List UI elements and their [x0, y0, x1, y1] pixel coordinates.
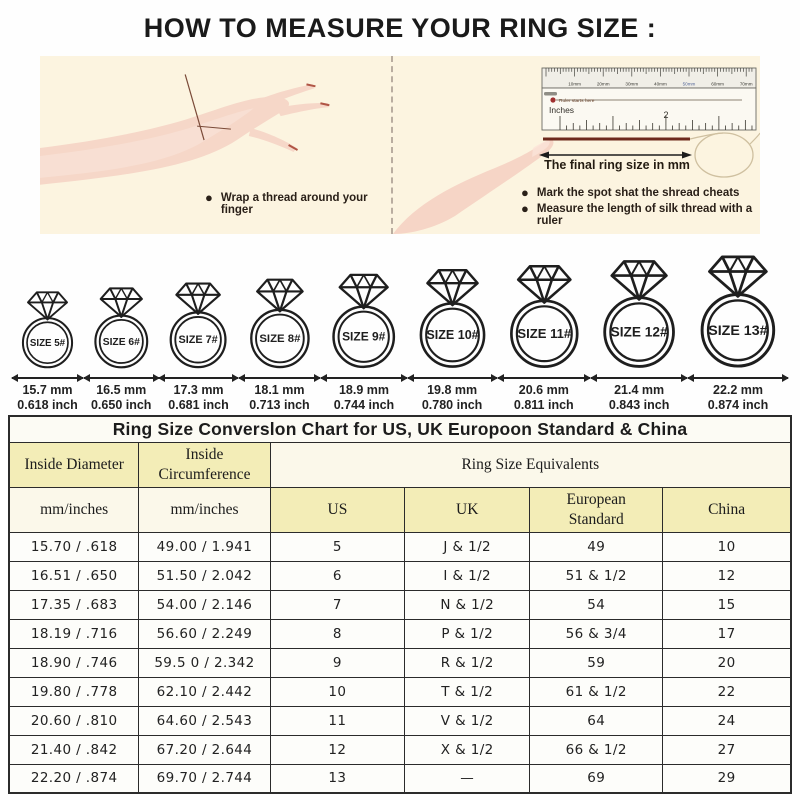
table-cell: 12 [270, 735, 405, 764]
ring-item [84, 285, 159, 412]
mm-label: 60mm [711, 81, 724, 87]
ring-item [498, 262, 591, 412]
table-cell: 18.19 / .716 [9, 619, 139, 648]
thread-loop [695, 133, 753, 177]
ring-diameter-mm: 16.5 mm [96, 383, 147, 397]
table-cell: 13 [270, 764, 405, 793]
table-row [9, 648, 791, 677]
diameter-arrow [159, 377, 237, 379]
ring-diameter-inch: 0.811 inch [513, 398, 574, 412]
table-row [9, 619, 791, 648]
ring-size-label: SIZE 8# [258, 333, 300, 346]
diamond-ring-icon [502, 262, 587, 370]
ring-size-label: SIZE 11# [516, 325, 571, 341]
bullet-icon: ● [205, 190, 213, 205]
ring-diameter-mm: 19.8 mm [427, 383, 478, 397]
page-title: HOW TO MEASURE YOUR RING SIZE : [143, 13, 657, 43]
table-cell: 17 [663, 619, 791, 648]
diameter-arrow [688, 377, 788, 379]
ring-size-label: SIZE 5# [29, 337, 66, 349]
table-cell: 20 [663, 648, 791, 677]
table-cell: 15 [663, 590, 791, 619]
mm-label: 50mm [682, 81, 696, 87]
table-cell: 18.90 / .746 [9, 648, 139, 677]
ring-item [159, 280, 237, 412]
col-header-equivalents: Ring Size Equivalents [270, 442, 791, 487]
table-cell: 10 [663, 532, 791, 561]
diamond-ring-icon [16, 289, 79, 370]
table-cell: 56 & 3/4 [530, 619, 663, 648]
table-cell: 62.10 / 2.442 [139, 677, 270, 706]
ring-diameter-inch: 0.744 inch [333, 398, 395, 412]
ring-item [408, 266, 497, 412]
table-cell: 67.20 / 2.644 [139, 735, 270, 764]
table-cell: 56.60 / 2.249 [139, 619, 270, 648]
table-cell: 8 [270, 619, 405, 648]
table-cell: 69.70 / 2.744 [139, 764, 270, 793]
diamond-ring-icon [325, 271, 402, 370]
instruction-text: Mark the spot shat the shread cheats [536, 187, 740, 199]
table-row [9, 735, 791, 764]
ring-item [239, 276, 321, 412]
table-cell: 27 [663, 735, 791, 764]
table-cell: 20.60 / .810 [9, 706, 139, 735]
conversion-table [8, 415, 792, 794]
sub-header-uk: UK [405, 487, 530, 532]
ring-diameter-mm: 15.7 mm [22, 383, 73, 397]
table-cell: 59.5 0 / 2.342 [139, 648, 270, 677]
ring-diameter-inch: 0.681 inch [168, 398, 229, 412]
table-cell: 61 & 1/2 [530, 677, 663, 706]
table-cell: 64 [530, 706, 663, 735]
table-cell: 7 [270, 590, 405, 619]
ring-diameter-inch: 0.843 inch [608, 398, 670, 412]
instruction-panels [40, 56, 760, 234]
table-cell: 24 [663, 706, 791, 735]
table-cell: 66 & 1/2 [530, 735, 663, 764]
table-cell: 49.00 / 1.941 [139, 532, 270, 561]
instruction-bullet-wrap [205, 192, 391, 216]
table-cell: 16.51 / .650 [9, 561, 139, 590]
instruction-bullets [521, 187, 760, 227]
table-cell: 49 [530, 532, 663, 561]
ring-diameter-mm: 18.1 mm [254, 383, 305, 397]
mm-label: 30mm [625, 81, 639, 87]
table-row [9, 706, 791, 735]
ring-diameter-inch: 0.650 inch [90, 398, 152, 412]
ring-size-label: SIZE 6# [102, 336, 140, 348]
table-cell: 54 [530, 590, 663, 619]
table-cell: N & 1/2 [405, 590, 530, 619]
table-cell: 6 [270, 561, 405, 590]
table-cell: 5 [270, 532, 405, 561]
diameter-arrow [12, 377, 83, 379]
diamond-ring-icon [412, 266, 493, 370]
mm-label: 20mm [596, 81, 610, 87]
table-row [9, 561, 791, 590]
ring-item [321, 271, 406, 412]
ring-diameter-inch: 0.618 inch [17, 398, 78, 412]
inch-number: 2 [663, 110, 669, 120]
ring-diameter-mm: 21.4 mm [614, 383, 665, 397]
bullet-icon: ● [521, 185, 529, 200]
sub-header-diameter: mm/inches [9, 487, 139, 532]
table-cell: V & 1/2 [405, 706, 530, 735]
ring-diameter-inch: 0.874 inch [707, 398, 769, 412]
diamond-ring-icon [243, 276, 317, 370]
diameter-arrow [321, 377, 406, 379]
sub-header-us: US [270, 487, 405, 532]
instruction-text: Wrap a thread around your finger [220, 192, 368, 216]
ring-diameter-mm: 17.3 mm [173, 383, 224, 397]
table-cell: 64.60 / 2.543 [139, 706, 270, 735]
diameter-arrow [591, 377, 687, 379]
ring-size-label: SIZE 13# [708, 322, 768, 339]
panel-wrap-thread [40, 56, 393, 234]
table-cell: T & 1/2 [405, 677, 530, 706]
table-cell: 12 [663, 561, 791, 590]
sub-header-circumference: mm/inches [139, 487, 270, 532]
ruler [542, 68, 756, 130]
final-size-label: The final ring size in mm [544, 158, 690, 172]
table-row [9, 764, 791, 793]
inches-label: Inches [549, 105, 575, 115]
ring-diameter-mm: 20.6 mm [518, 383, 569, 397]
ring-item [591, 257, 687, 412]
table-cell: R & 1/2 [405, 648, 530, 677]
ruler-start-label: Ruler starts here [559, 99, 595, 104]
table-cell: 9 [270, 648, 405, 677]
table-cell: 59 [530, 648, 663, 677]
table-cell: — [405, 764, 530, 793]
table-row [9, 677, 791, 706]
diamond-ring-icon [88, 285, 155, 370]
ring-diameter-mm: 18.9 mm [338, 383, 389, 397]
mm-label: 10mm [568, 81, 581, 87]
table-cell: 22 [663, 677, 791, 706]
col-header-inside-diameter: Inside Diameter [9, 442, 139, 487]
ring-size-label: SIZE 7# [178, 334, 219, 347]
ring-item [12, 289, 83, 412]
table-cell: 22.20 / .874 [9, 764, 139, 793]
diameter-arrow [84, 377, 159, 379]
table-cell: I & 1/2 [405, 561, 530, 590]
table-cell: 17.35 / .683 [9, 590, 139, 619]
table-cell: P & 1/2 [405, 619, 530, 648]
ring-size-label: SIZE 12# [610, 324, 668, 340]
diamond-ring-icon [692, 252, 784, 370]
table-cell: 29 [663, 764, 791, 793]
ring-item [688, 252, 788, 412]
table-cell: 51 & 1/2 [530, 561, 663, 590]
sub-header-eu: European Standard [530, 487, 663, 532]
table-cell: 54.00 / 2.146 [139, 590, 270, 619]
ring-diameter-inch: 0.780 inch [421, 398, 483, 412]
table-cell: 15.70 / .618 [9, 532, 139, 561]
diamond-ring-icon [163, 280, 233, 370]
ring-diameter-inch: 0.713 inch [249, 398, 310, 412]
table-cell: 10 [270, 677, 405, 706]
ruler-start-dot [550, 97, 555, 102]
diamond-ring-icon [595, 257, 683, 370]
table-cell: 69 [530, 764, 663, 793]
table-cell: 51.50 / 2.042 [139, 561, 270, 590]
ring-size-label: SIZE 9# [342, 329, 386, 344]
ring-size-label: SIZE 10# [425, 328, 479, 343]
table-row [9, 532, 791, 561]
ring-diameter-mm: 22.2 mm [713, 383, 764, 397]
table-cell: 21.40 / .842 [9, 735, 139, 764]
table-cell: J & 1/2 [405, 532, 530, 561]
panel-measure-ruler [393, 56, 760, 234]
table-title: Ring Size Converslon Chart for US, UK Europoon Standard & China [9, 416, 791, 442]
mm-label: 40mm [654, 81, 667, 87]
mm-label: 70mm [739, 81, 753, 87]
diameter-arrow [498, 377, 591, 379]
table-cell: X & 1/2 [405, 735, 530, 764]
diameter-arrow [408, 377, 497, 379]
instruction-text: Measure the length of silk thread with a ruler [536, 203, 753, 227]
bullet-icon: ● [521, 201, 529, 216]
table-row [9, 590, 791, 619]
table-cell: 11 [270, 706, 405, 735]
table-cell: 19.80 / .778 [9, 677, 139, 706]
diameter-arrow [239, 377, 321, 379]
col-header-inside-circumference: Inside Circumference [139, 442, 270, 487]
ring-sizes-row [12, 240, 788, 412]
sub-header-china: China [663, 487, 791, 532]
